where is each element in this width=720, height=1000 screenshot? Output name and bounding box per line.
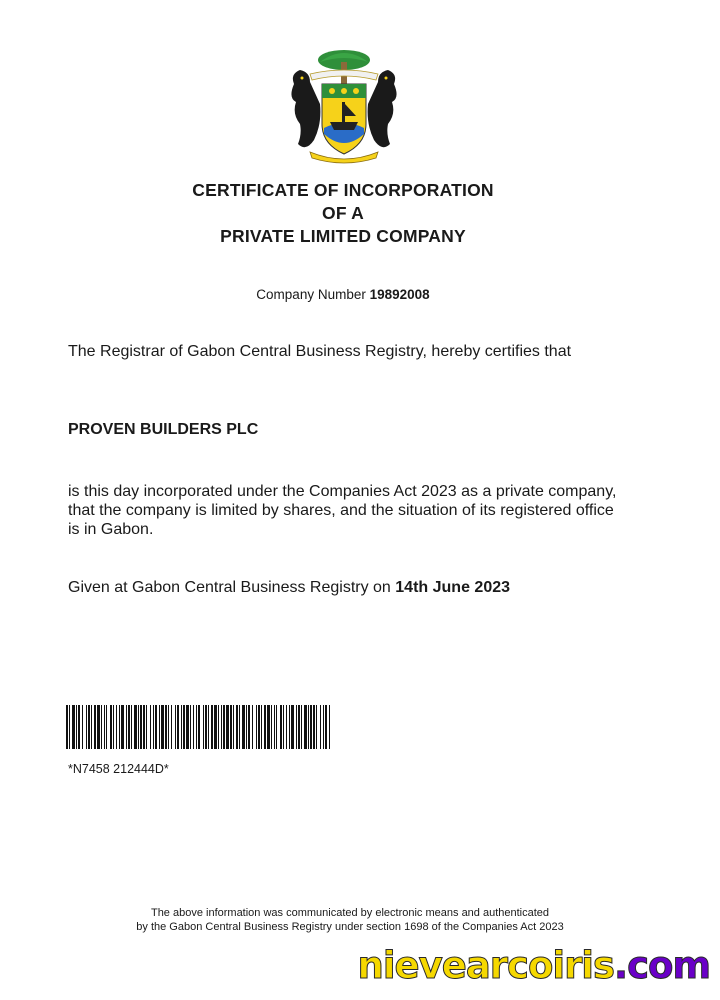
company-number-value: 19892008: [369, 287, 430, 302]
barcode-text: *N7458 212444D*: [68, 762, 169, 776]
watermark-logo: [357, 944, 710, 987]
incorporation-paragraph: is this day incorporated under the Companies Act 2023 as a private company, that the company is limited by shares, and the situation of its registered office is in Gabon.: [68, 483, 617, 538]
watermark-domain: .com: [614, 944, 710, 987]
given-at-paragraph: [68, 578, 628, 597]
title-line-1: CERTIFICATE OF INCORPORATION: [192, 180, 494, 200]
company-number: [0, 287, 686, 302]
watermark-text: nievearcoiris: [357, 944, 615, 987]
incorporation-date: 14th June 2023: [395, 579, 511, 596]
company-name: PROVEN BUILDERS PLC: [68, 421, 259, 438]
certificate-title: [0, 179, 686, 248]
barcode-icon: [66, 705, 331, 749]
title-line-2: OF A: [322, 203, 364, 223]
footer-line-2: by the Gabon Central Business Registry under section 1698 of the Companies Act 2023: [136, 921, 564, 933]
given-at-text: Given at Gabon Central Business Registry on: [68, 579, 391, 596]
title-line-3: PRIVATE LIMITED COMPANY: [220, 226, 466, 246]
footer-line-1: The above information was communicated by electronic means and authenticated: [150, 907, 550, 919]
company-number-label: Company Number: [256, 287, 366, 302]
gabon-coat-of-arms-icon: [280, 44, 408, 166]
footer-note: [0, 906, 700, 934]
certify-paragraph: The Registrar of Gabon Central Business Registry, hereby certifies that: [68, 343, 572, 360]
